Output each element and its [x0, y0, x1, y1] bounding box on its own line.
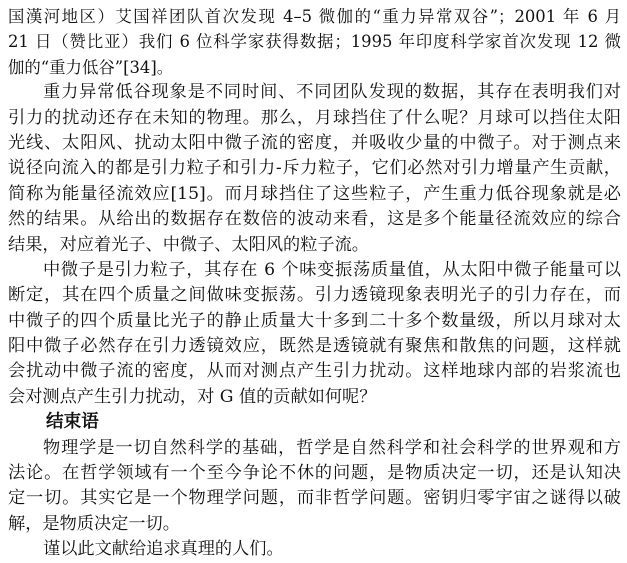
- text-line: 中微子的四个质量比光子的静止质量大十多到二十多个数量级，所以月球对太: [8, 310, 621, 331]
- text-line: 阳中微子必然存在引力透镜效应，既然是透镜就有聚焦和散焦的问题，这样就: [8, 336, 621, 357]
- dedication: 谨以此文献给追求真理的人们。: [43, 539, 284, 560]
- text-line: 国漢河地区）艾国祥团队首次发现 4–5 微伽的“重力异常双谷”；2001 年 6 月: [8, 7, 621, 26]
- text-line: 光线、太阳风、扰动太阳中微子流的密度，并吸收少量的中微子。对于测点来: [8, 132, 621, 153]
- paragraph-neutrino: [8, 258, 621, 410]
- text-line: 会对测点产生引力扰动，对 G 值的贡献如何呢？: [8, 386, 377, 407]
- text-line: 说径向流入的都是引力粒子和引力-斥力粒子，它们必然对引力增量产生贡献，: [8, 158, 621, 179]
- text-line: 定一切。其实它是一个物理学问题，而非哲学问题。密钥归零宇宙之谜得以破: [8, 488, 621, 509]
- text-line: 然的结果。从给出的数据存在数倍的波动来看，这是多个能量径流效应的综合: [8, 209, 621, 230]
- intro-paragraph: [8, 4, 621, 80]
- paragraph-gravity-anomaly: [8, 80, 621, 258]
- text-line: 中微子是引力粒子，其存在 6 个味变振荡质量值，从太阳中微子能量可以: [43, 259, 621, 280]
- text-line: 解，是物质决定一切。: [8, 513, 180, 534]
- text-line: 引力的扰动还存在未知的物理。那么，月球挡住了什么呢？月球可以挡住太阳: [8, 107, 621, 128]
- section-heading: 结束语: [46, 412, 99, 433]
- text-line: 21 日（赞比亚）我们 6 位科学家获得数据；1995 年印度科学家首次发现 12 微: [8, 32, 621, 52]
- text-line: 重力异常低谷现象是不同时间、不同团队发现的数据，其存在表明我们对: [43, 82, 621, 103]
- text-line: 法论。在哲学领域有一个至今争论不休的问题，是物质决定一切，还是认知决: [8, 463, 621, 484]
- text-line: 物理学是一切自然科学的基础，哲学是自然科学和社会科学的世界观和方: [43, 437, 621, 458]
- conclusion-paragraph: [8, 436, 621, 538]
- text-line: 会扰动中微子流的密度，从而对测点产生引力扰动。这样地球内部的岩浆流也: [8, 361, 621, 382]
- text-line: 结果，对应着光子、中微子、太阳风的粒子流。: [8, 234, 369, 255]
- text-line: 伽的“重力低谷”[34]。: [8, 57, 174, 77]
- text-line: 断定，其在四个质量之间做味变振荡。引力透镜现象表明光子的引力存在，而: [8, 285, 621, 306]
- document-page: [8, 4, 621, 563]
- text-line: 简称为能量径流效应[15]。而月球挡住了这些粒子，产生重力低谷现象就是必: [8, 183, 621, 204]
